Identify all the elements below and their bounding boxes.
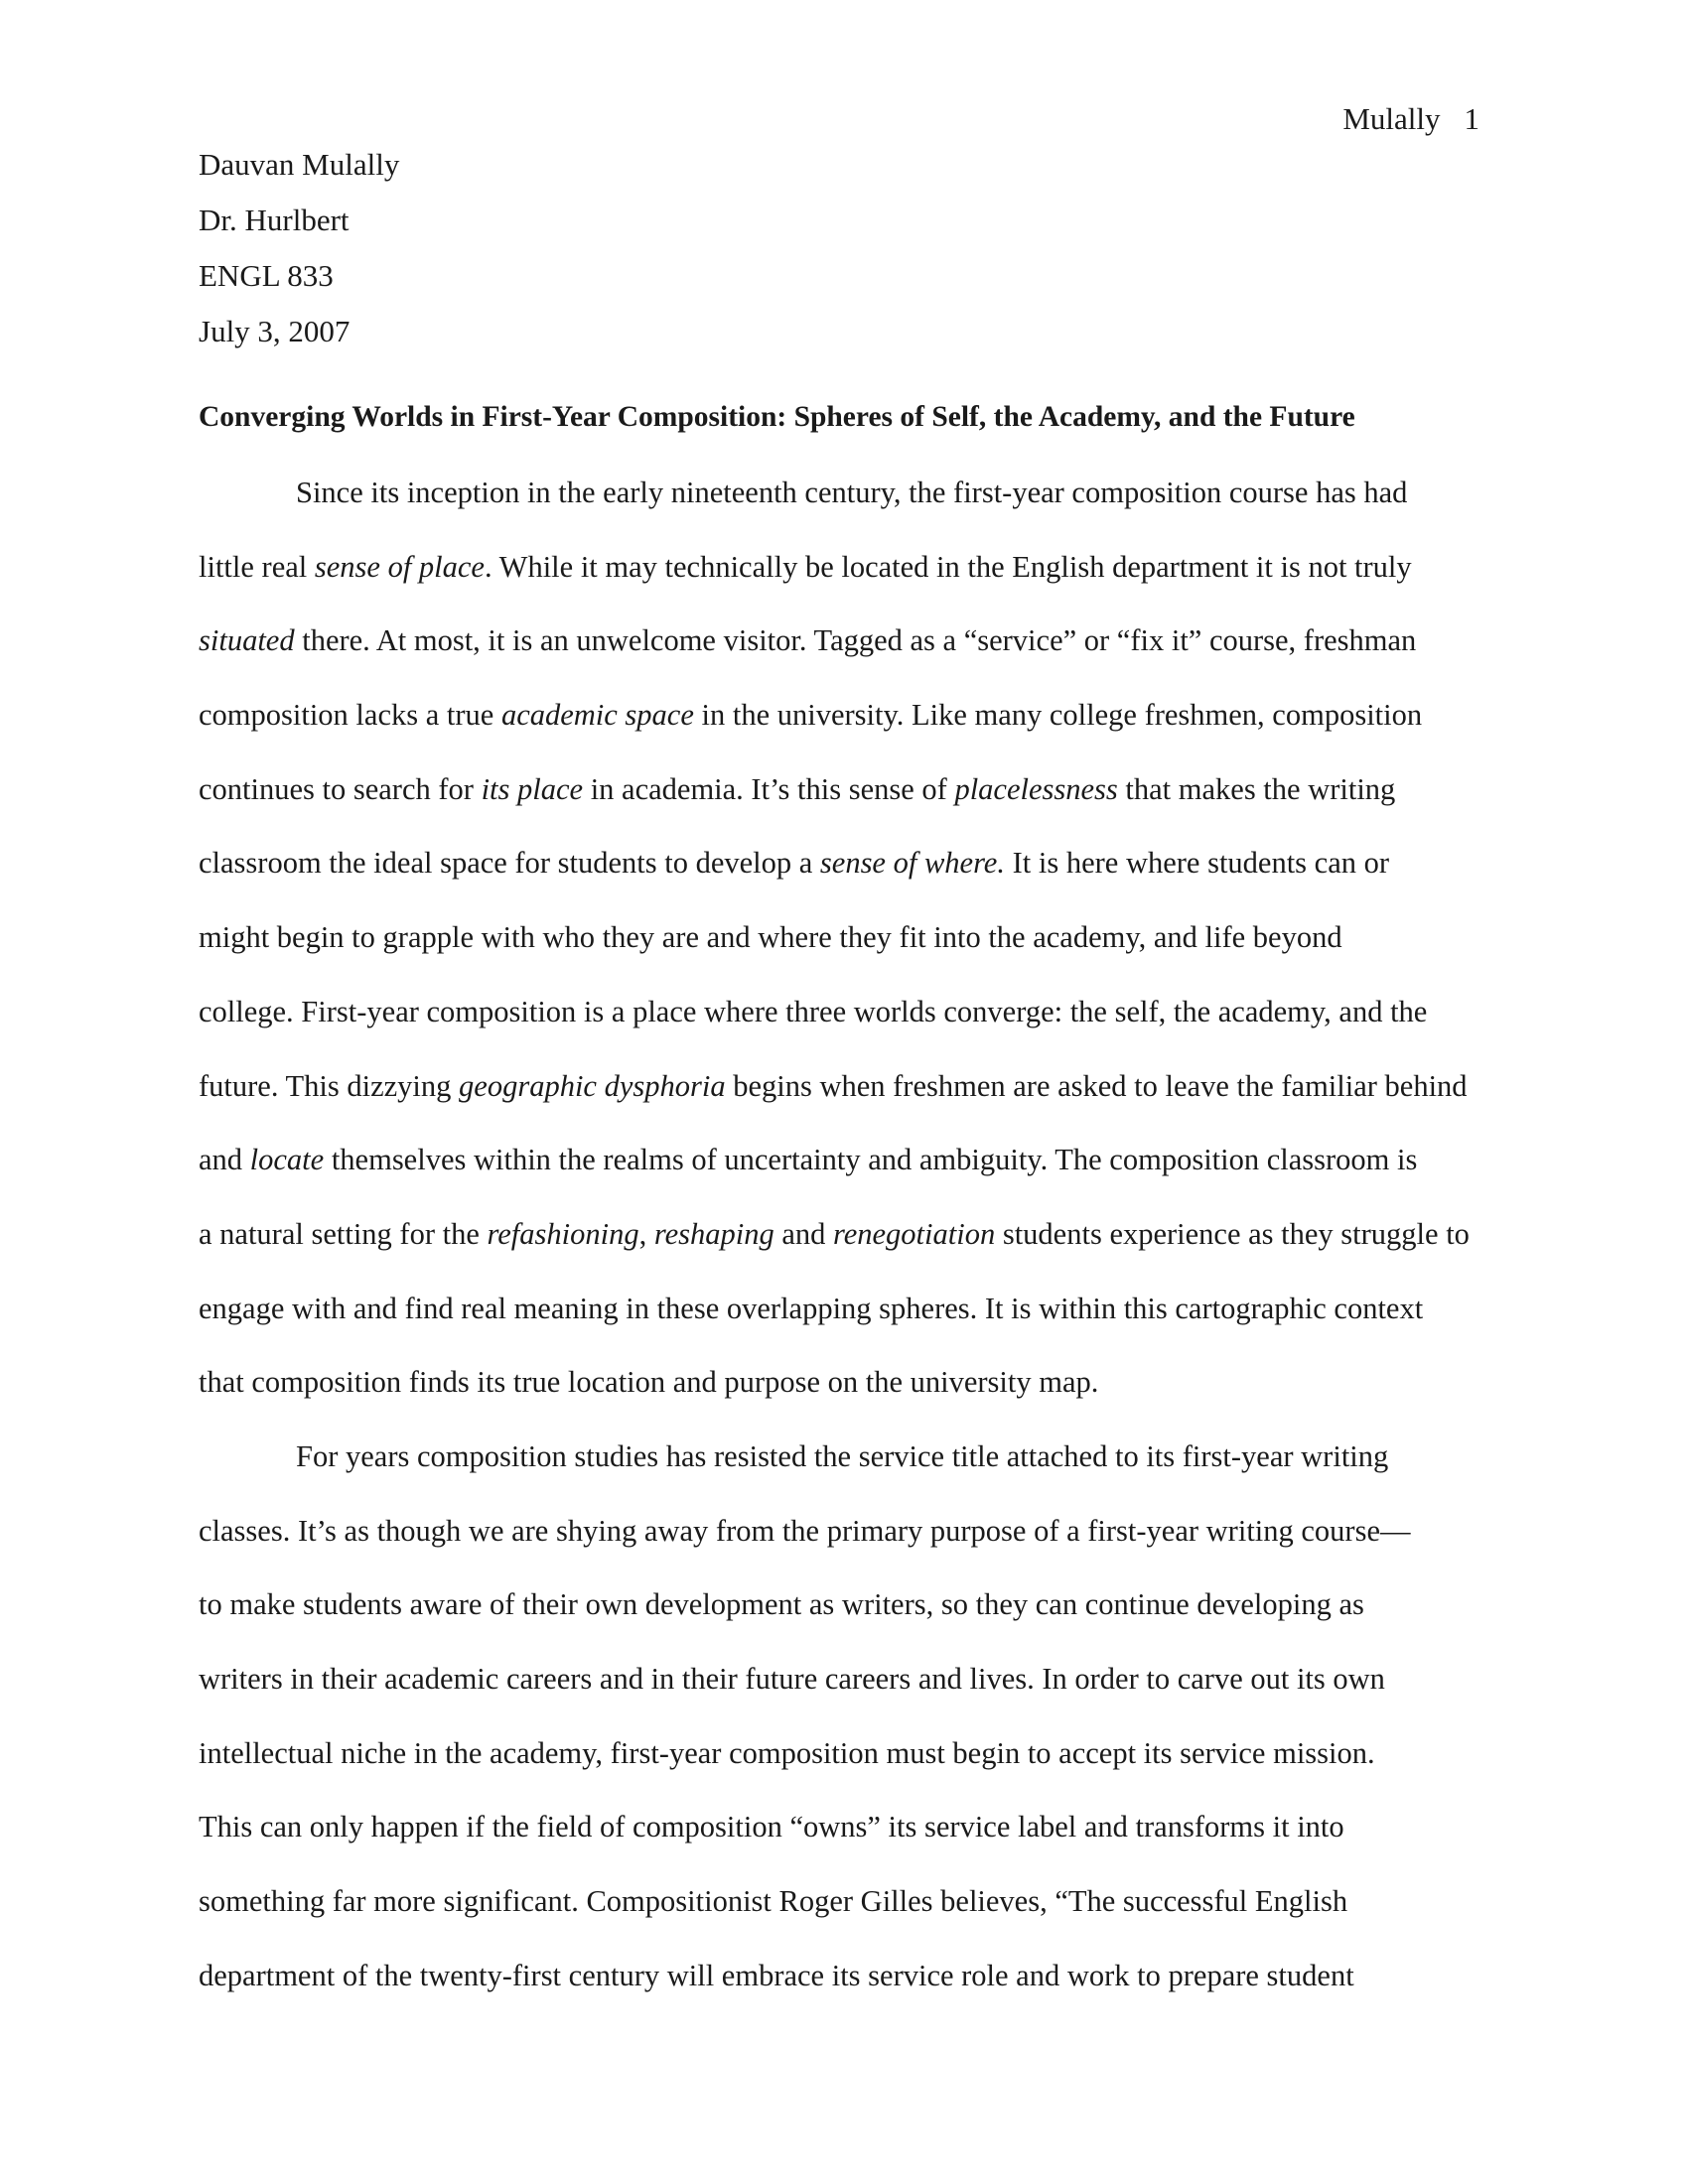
- italic-text: its place: [481, 771, 584, 806]
- text-run: For years composition studies has resisted the service title attached to its first-year writing: [296, 1438, 1389, 1473]
- text-run: composition lacks a true: [199, 698, 501, 733]
- text-run: engage with and find real meaning in these overlapping spheres. It is within this cartographic context: [199, 1291, 1424, 1325]
- text-run: that composition finds its true location and purpose on the university map.: [199, 1365, 1099, 1400]
- italic-text: academic space: [500, 698, 694, 733]
- text-run: classroom the ideal space for students to develop a: [199, 846, 820, 881]
- text-run: continues to search for: [199, 771, 482, 806]
- text-run: begins when freshmen are asked to leave the familiar behind: [725, 1068, 1468, 1103]
- text-line: [199, 1578, 1489, 1653]
- text-run: college. First-year composition is a place where three worlds converge: the self, the academy, and the: [199, 994, 1428, 1028]
- italic-text: renegotiation: [833, 1216, 996, 1251]
- italic-text: locate: [249, 1143, 325, 1177]
- text-line: [199, 763, 1489, 838]
- text-run: writers in their academic careers and in their future careers and lives. In order to carve out its own: [199, 1662, 1385, 1696]
- text-line: [199, 1283, 1489, 1357]
- text-run: It is here where students can or: [1004, 846, 1390, 881]
- text-run: a natural setting for the: [199, 1216, 488, 1251]
- text-line: [199, 1505, 1489, 1579]
- text-line: [199, 1134, 1489, 1208]
- text-line: [199, 1431, 1489, 1505]
- text-run: to make students aware of their own development as writers, so they can continue developing as: [199, 1587, 1364, 1622]
- text-run: future. This dizzying: [199, 1068, 460, 1103]
- text-line: [199, 541, 1489, 615]
- text-run: department of the twenty-first century will embrace its service role and work to prepare student: [199, 1958, 1354, 1992]
- text-line: [199, 837, 1489, 911]
- text-run: in the university. Like many college freshmen, composition: [693, 698, 1423, 733]
- instructor-name: Dr. Hurlbert: [199, 203, 350, 237]
- italic-text: refashioning: [487, 1216, 639, 1251]
- text-line: [199, 1653, 1489, 1727]
- text-run: and: [774, 1216, 833, 1251]
- text-run: students experience as they struggle to: [995, 1216, 1470, 1251]
- text-run: something far more significant. Compositionist Roger Gilles believes, “The successful English: [199, 1884, 1348, 1919]
- essay-body: [199, 467, 1489, 2023]
- text-run: little real: [199, 549, 315, 584]
- text-run: that makes the writing: [1117, 771, 1396, 806]
- essay-title: Converging Worlds in First-Year Composition: Spheres of Self, the Academy, and the Future: [199, 401, 1355, 433]
- text-run: there. At most, it is an unwelcome visitor. Tagged as a “service” or “fix it” course, freshman: [294, 623, 1417, 658]
- italic-text: geographic dysphoria: [459, 1068, 726, 1103]
- text-run: This can only happen if the field of composition “owns” its service label and transforms it into: [199, 1810, 1344, 1844]
- text-run: ,: [638, 1216, 654, 1251]
- italic-text: sense of place: [314, 549, 485, 584]
- text-line: [199, 689, 1489, 763]
- running-head: [1342, 97, 1479, 141]
- text-line: [199, 1875, 1489, 1950]
- running-head-name: Mulally: [1342, 101, 1441, 136]
- text-line: [199, 986, 1489, 1060]
- text-line: [199, 467, 1489, 541]
- text-run: intellectual niche in the academy, first-year composition must begin to accept its service mission.: [199, 1735, 1375, 1770]
- text-line: [199, 1950, 1489, 2024]
- text-run: classes. It’s as though we are shying away from the primary purpose of a first-year writing course—: [199, 1513, 1411, 1548]
- text-run: might begin to grapple with who they are and where they fit into the academy, and life beyond: [199, 920, 1342, 955]
- text-line: [199, 1208, 1489, 1283]
- italic-text: sense of where.: [819, 846, 1005, 881]
- text-run: Since its inception in the early nineteenth century, the first-year composition course has had: [296, 476, 1408, 509]
- text-line: [199, 1356, 1489, 1431]
- text-line: [199, 911, 1489, 986]
- text-run: and: [199, 1143, 250, 1177]
- heading-block: [199, 137, 1489, 359]
- italic-text: situated: [199, 623, 295, 658]
- course-name: ENGL 833: [199, 258, 334, 293]
- text-line: [199, 614, 1489, 689]
- text-run: . While it may technically be located in the English department it is not truly: [484, 549, 1412, 584]
- author-name: Dauvan Mulally: [199, 147, 400, 182]
- text-run: themselves within the realms of uncertainty and ambiguity. The composition classroom is: [324, 1143, 1418, 1177]
- text-run: in academia. It’s this sense of: [583, 771, 955, 806]
- page-number: 1: [1464, 101, 1479, 136]
- italic-text: reshaping: [653, 1216, 774, 1251]
- text-line: [199, 1060, 1489, 1135]
- italic-text: placelessness: [954, 771, 1118, 806]
- text-line: [199, 1801, 1489, 1875]
- document-date: July 3, 2007: [199, 314, 351, 348]
- text-line: [199, 1727, 1489, 1802]
